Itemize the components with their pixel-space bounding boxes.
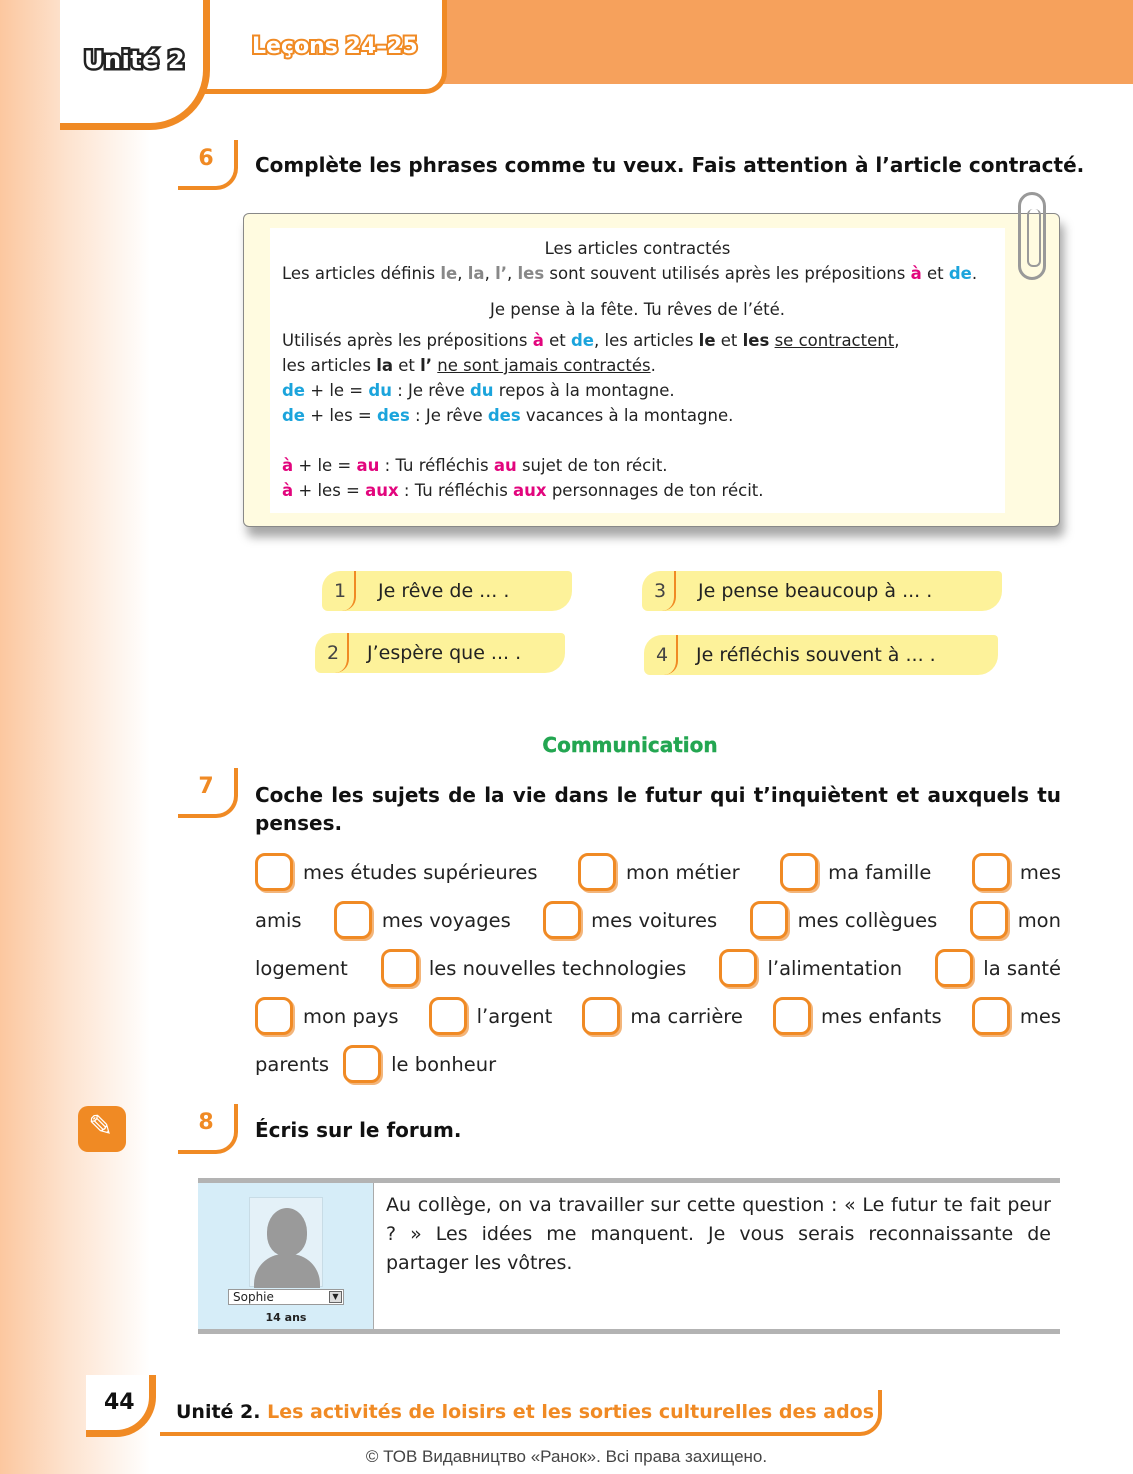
user-name-select[interactable]: Sophie ▼: [228, 1289, 344, 1305]
topic-technologies[interactable]: les nouvelles technologies: [381, 949, 686, 987]
rule-example: Je pense à la fête. Tu rêves de l’été.: [489, 300, 786, 319]
pencil-icon: ✎: [78, 1106, 126, 1152]
dropdown-arrow-icon[interactable]: ▼: [329, 1291, 342, 1303]
checkbox[interactable]: [935, 949, 973, 987]
rule-de-les: de + les = des : Je rêve des vacances à la montagne.: [282, 406, 734, 425]
topic-cars[interactable]: mes voitures: [543, 901, 717, 939]
checklist-line: [255, 944, 1061, 992]
exercise-6-number: 6: [178, 140, 238, 190]
topic-job[interactable]: mon métier: [578, 853, 740, 891]
user-age: 14 ans: [265, 1311, 307, 1324]
checklist-line: [255, 848, 1061, 896]
checkbox[interactable]: [719, 949, 757, 987]
topic-housing-continued: logement: [255, 956, 348, 980]
rule-title: Les articles contractés: [544, 239, 731, 258]
forum-message: Au collège, on va travailler sur cette question : « Le futur te fait peur ? » Les idées me manquent. Je vous serais reconnaissante de partager les vôtres.: [386, 1194, 1051, 1274]
checkbox[interactable]: [543, 901, 581, 939]
topic-family[interactable]: ma famille: [780, 853, 931, 891]
grammar-rule-box: [243, 213, 1060, 527]
checklist-line: [255, 992, 1061, 1040]
rule-a-les: à + les = aux : Tu réfléchis aux personnages de ton récit.: [282, 481, 764, 500]
section-title-communication: Communication: [542, 733, 718, 757]
lessons-label: Leçons 24–25: [252, 34, 418, 59]
topic-housing[interactable]: mon: [970, 901, 1061, 939]
topic-studies[interactable]: mes études supérieures: [255, 853, 538, 891]
unit-label: Unité 2: [84, 46, 186, 74]
sentence-3: 3 Je pense beaucoup à ... .: [642, 571, 1002, 611]
topic-country[interactable]: mon pays: [255, 997, 399, 1035]
avatar: [249, 1197, 323, 1287]
topic-children[interactable]: mes enfants: [773, 997, 942, 1035]
checkbox[interactable]: [255, 853, 293, 891]
topics-checklist: [255, 848, 1061, 1088]
exercise-8-number: 8: [178, 1104, 238, 1154]
sentence-1: 1 Je rêve de ... .: [322, 571, 572, 611]
checklist-line: [255, 896, 1061, 944]
checkbox[interactable]: [582, 997, 620, 1035]
exercise-8-instruction: Écris sur le forum.: [255, 1118, 462, 1142]
checkbox[interactable]: [750, 901, 788, 939]
footer-title: Unité 2. Les activités de loisirs et les sorties culturelles des ados: [176, 1401, 875, 1423]
topic-money[interactable]: l’argent: [429, 997, 553, 1035]
copyright: © ТОВ Видавництво «Ранок». Всі права захищено.: [365, 1447, 768, 1466]
checkbox[interactable]: [381, 949, 419, 987]
rule-line-1: Les articles définis le, la, l’, les sont souvent utilisés après les prépositions à et de.: [282, 264, 978, 283]
paperclip-icon: [1018, 192, 1046, 280]
topic-friends[interactable]: mes: [972, 853, 1061, 891]
checkbox[interactable]: [255, 997, 293, 1035]
topic-travels[interactable]: mes voyages: [334, 901, 511, 939]
page-number: 44: [104, 1390, 135, 1415]
checkbox[interactable]: [972, 997, 1010, 1035]
rule-de-le: de + le = du : Je rêve du repos à la montagne.: [282, 381, 675, 400]
topic-food[interactable]: l’alimentation: [719, 949, 902, 987]
topic-parents-continued: parents: [255, 1052, 330, 1076]
topic-happiness[interactable]: le bonheur: [343, 1045, 496, 1083]
checkbox[interactable]: [970, 901, 1008, 939]
topic-health[interactable]: la santé: [935, 949, 1061, 987]
checkbox[interactable]: [780, 853, 818, 891]
topic-colleagues[interactable]: mes collègues: [750, 901, 938, 939]
sentence-4: 4 Je réfléchis souvent à ... .: [644, 635, 998, 675]
topic-career[interactable]: ma carrière: [582, 997, 743, 1035]
topic-friends-continued: amis: [255, 908, 302, 932]
checkbox[interactable]: [334, 901, 372, 939]
rule-line-3: Utilisés après les prépositions à et de, les articles le et les se contractent,: [282, 331, 900, 350]
avatar-head-icon: [267, 1208, 307, 1256]
checklist-line: [255, 1040, 1061, 1088]
header-band: [430, 0, 1133, 84]
avatar-body-icon: [254, 1254, 320, 1288]
forum-user-profile: [198, 1183, 374, 1329]
exercise-7-number: 7: [178, 768, 238, 818]
topic-parents[interactable]: mes: [972, 997, 1061, 1035]
exercise-7-instruction: Coche les sujets de la vie dans le futur qui t’inquiètent et auxquels tu penses.: [255, 783, 1061, 835]
checkbox[interactable]: [343, 1045, 381, 1083]
forum-post: [198, 1178, 1060, 1334]
sentence-2: 2 J’espère que ... .: [315, 633, 565, 673]
exercise-6-instruction: Complète les phrases comme tu veux. Fais attention à l’article contracté.: [255, 153, 1085, 177]
checkbox[interactable]: [429, 997, 467, 1035]
checkbox[interactable]: [972, 853, 1010, 891]
rule-line-4: les articles la et l’ ne sont jamais contractés.: [282, 356, 656, 375]
checkbox[interactable]: [578, 853, 616, 891]
checkbox[interactable]: [773, 997, 811, 1035]
rule-a-le: à + le = au : Tu réfléchis au sujet de ton récit.: [282, 456, 668, 475]
grammar-rule-content: [270, 228, 1005, 513]
